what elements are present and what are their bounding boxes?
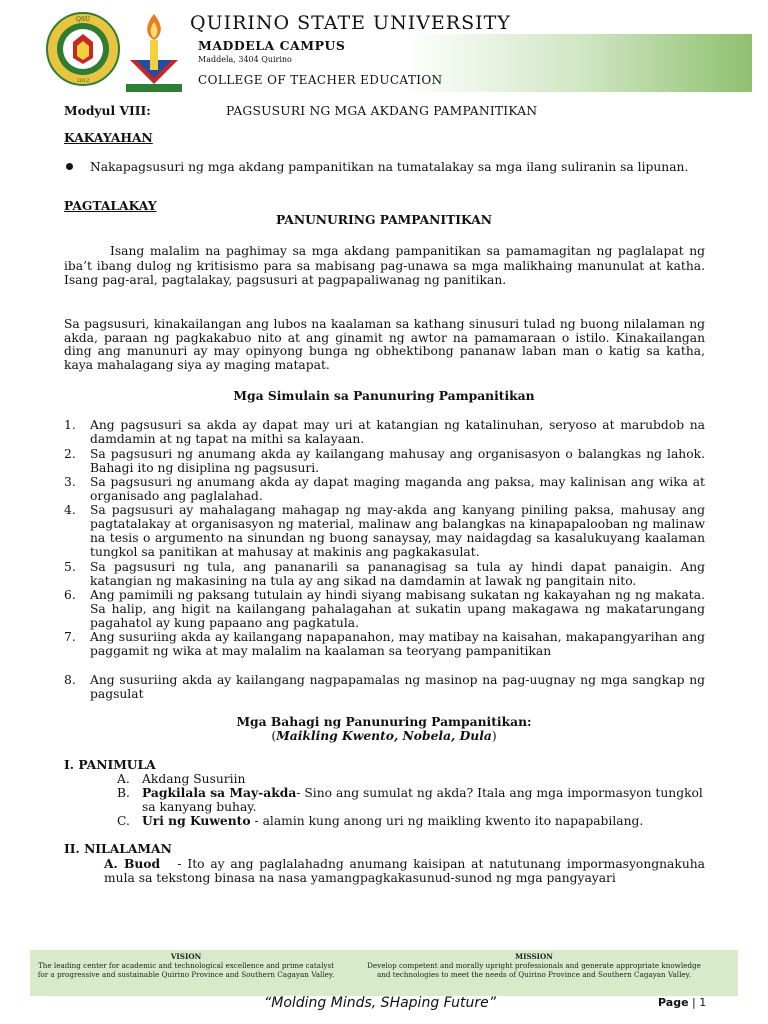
list-item: Sa pagsusuri ng anumang akda ay kailangang mahusay ang organisasyon o balangkas ng lahok. Bahagi ito ng disiplina ng pagsusuri. (90, 447, 705, 475)
page-number-value: 1 (699, 996, 707, 1009)
panimula-c-letter: C. (117, 814, 130, 828)
panimula-b-text: - Sino ang sumulat ng akda? Itala ang mga impormasyon tungkol sa kanyang buhay. (142, 786, 703, 814)
campus-name: MADDELA CAMPUS (198, 38, 346, 53)
module-label: Modyul VIII: (64, 103, 151, 118)
page-label: Page (658, 996, 689, 1009)
pagtalakay-subtitle: PANUNURING PAMPANITIKAN (275, 212, 493, 227)
campus-address: Maddela, 3404 Quirino (198, 55, 292, 64)
kakayahan-item: Nakapagsusuri ng mga akdang pampanitikan na tumatalakay sa mga ilang suliranin sa lipunan. (90, 160, 689, 174)
list-item: Sa pagsusuri ay mahalagang mahagap ng may-akda ang kanyang piniling paksa, mahusay ang pagtatalakay at organisasyon ng material, malinaw ang balangkas na kinapapalooban ng malinaw na tesis o argumento na sinundan ng buong sanaysay, may naidagdag sa kasalukuyang kaalaman tungkol sa panitikan at mahusay at makinis ang pagkakasulat. (90, 503, 705, 559)
slogan: “Molding Minds, SHaping Future” (263, 995, 497, 1011)
module-title: PAGSUSURI NG MGA AKDANG PAMPANITIKAN (226, 104, 538, 118)
list-item-number: 5. (64, 560, 76, 574)
mission-block (364, 952, 704, 979)
panimula-c-item (142, 814, 705, 828)
panimula-a-text: Akdang Susuriin (142, 772, 246, 786)
vision-block (36, 952, 336, 979)
svg-text:2012: 2012 (76, 78, 90, 84)
page-number (658, 996, 706, 1009)
mission-text: Develop competent and morally upright professionals and generate appropriate knowledge and technologies to meet the needs of Quirino Province and Southern Cagayan Valley. (367, 961, 701, 979)
panimula-heading: I. PANIMULA (64, 757, 156, 772)
bahagi-subheading (64, 729, 704, 743)
vision-heading: VISION (170, 952, 202, 961)
page-separator: | (692, 996, 696, 1009)
nilalaman-heading: II. NILALAMAN (64, 841, 172, 856)
pagtalakay-heading: PAGTALAKAY (64, 198, 157, 213)
bahagi-heading: Mga Bahagi ng Panunuring Pampanitikan: (236, 714, 532, 729)
svg-text:QSU: QSU (75, 16, 91, 23)
nilalaman-a-item (104, 857, 705, 885)
university-name: QUIRINO STATE UNIVERSITY (190, 12, 511, 34)
college-torch-logo (122, 10, 186, 94)
panimula-b-letter: B. (117, 786, 130, 800)
simulain-heading: Mga Simulain sa Panunuring Pampanitikan (233, 388, 535, 403)
pagtalakay-para1: Isang malalim na paghimay sa mga akdang pampanitikan sa pamamagitan ng paglalapat ng iba’t ibang dulog ng kritisismo para sa mabisang pag-unawa sa mga malikhaing manunulat at katha. Isang pag-aral, pagtalakay, pagsusuri at pagpapaliwanag ng panitikan. (64, 244, 705, 287)
list-item: Ang pamimili ng paksang tutulain ay hindi siyang mabisang sukatan ng kakayahan ng ng makata. Sa halip, ang higit na kailangang pahalagahan at sukatin upang makagawa ng makatarungang pagahatol ay kung papaano ang pagkatula. (90, 588, 705, 630)
nilalaman-a-bold: A. Buod (104, 856, 161, 871)
nilalaman-a-text: - Ito ay ang paglalahadng anumang kaisipan at natutunang impormasyongnakuha mula sa tekstong binasa na nasa yamangpagkakasunud-sunod ng mga pangyayari (104, 857, 705, 885)
list-item-number: 3. (64, 475, 76, 489)
vision-text: The leading center for academic and technological excellence and prime catalyst for a progressive and sustainable Quirino Province and Southern Cagayan Valley. (37, 961, 335, 979)
mission-heading: MISSION (515, 952, 553, 961)
panimula-b-item (142, 786, 705, 814)
list-item: Sa pagsusuri ng anumang akda ay dapat maging maganda ang paksa, may kalinisan ang wika at organisado ang paglalahad. (90, 475, 705, 503)
list-item: Ang pagsusuri sa akda ay dapat may uri at katangian ng katalinuhan, seryoso at marubdob na damdamin at ng tapat na mithi sa kalayaan. (90, 418, 705, 446)
list-item-number: 7. (64, 630, 76, 644)
panimula-b-bold: Pagkilala sa May-akda (142, 785, 297, 800)
bullet-icon (66, 163, 73, 170)
pagtalakay-para2: Sa pagsusuri, kinakailangan ang lubos na kaalaman sa kathang sinusuri tulad ng buong nilalaman ng akda, paraan ng pagkakabuo nito at ang ginamit ng awtor na pamamaraan o istilo. Kinakailangan ding ang manunuri ay may opinyong bunga ng obhektibong pananaw laban man o katig sa katha, kaya mahalagang siya ay maging matapat. (64, 317, 705, 372)
kakayahan-heading: KAKAYAHAN (64, 130, 153, 145)
list-item-number: 8. (64, 673, 76, 687)
panimula-a-letter: A. (117, 772, 130, 786)
paren-open: ( (271, 729, 277, 743)
university-seal-logo (46, 12, 120, 86)
paren-close: ) (491, 729, 497, 743)
list-item-number: 4. (64, 503, 76, 517)
college-name: COLLEGE OF TEACHER EDUCATION (198, 73, 443, 87)
list-item: Sa pagsusuri ng tula, ang pananarili sa pananagisag sa tula ay hindi dapat panaigin. Ang katangian ng makasining na tula ay ang sikad na damdamin at lawak ng pangitain nito. (90, 560, 705, 588)
list-item-number: 6. (64, 588, 76, 602)
list-item-number: 1. (64, 418, 76, 432)
list-item: Ang susuriing akda ay kailangang nagpapamalas ng masinop na pag-uugnay ng mga sangkap ng pagsulat (90, 673, 705, 701)
list-item-number: 2. (64, 447, 76, 461)
list-item: Ang susuriing akda ay kailangang napapanahon, may matibay na kaisahan, makapangyarihan ang paggamit ng wika at may malalim na kaalaman sa teoryang pampanitikan (90, 630, 705, 658)
bahagi-types: Maikling Kwento, Nobela, Dula (276, 728, 492, 743)
panimula-c-text: - alamin kung anong uri ng maikling kwento ito napapabilang. (254, 814, 644, 828)
panimula-c-bold: Uri ng Kuwento (142, 813, 251, 828)
